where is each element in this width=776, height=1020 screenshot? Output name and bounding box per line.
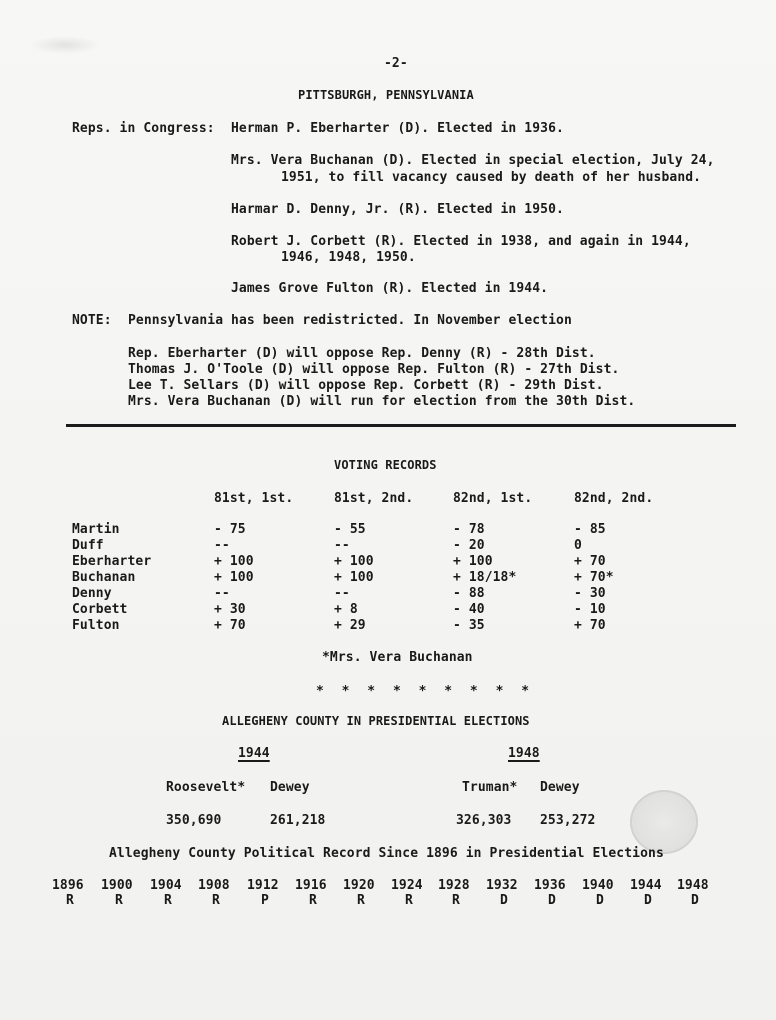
candidate-label: Dewey: [270, 780, 310, 795]
record-title: Allegheny County Political Record Since 1896 in Presidential Elections: [109, 846, 664, 861]
table-cell: + 70: [574, 554, 606, 569]
candidate-label: Roosevelt*: [166, 780, 246, 795]
paper-smudge: [30, 36, 100, 54]
table-cell: + 29: [334, 618, 366, 633]
table-row-name: Buchanan: [72, 570, 136, 585]
record-year: 1916: [295, 878, 327, 893]
table-row-name: Denny: [72, 586, 112, 601]
table-row-name: Corbett: [72, 602, 128, 617]
vote-count: 326,303: [456, 813, 512, 828]
location-title: PITTSBURGH, PENNSYLVANIA: [298, 88, 474, 102]
note-line: Mrs. Vera Buchanan (D) will run for election from the 30th Dist.: [128, 394, 636, 409]
section-divider-line: [66, 424, 736, 427]
table-cell: + 18/18*: [453, 570, 517, 585]
table-row-name: Martin: [72, 522, 120, 537]
record-year: 1920: [343, 878, 375, 893]
record-result: D: [644, 893, 652, 908]
table-cell: + 100: [334, 554, 374, 569]
candidate-label: Truman*: [462, 780, 518, 795]
voting-footnote: *Mrs. Vera Buchanan: [322, 650, 473, 665]
record-year: 1896: [52, 878, 84, 893]
table-cell: --: [214, 538, 230, 553]
year-1944: 1944: [238, 746, 270, 761]
table-cell: - 10: [574, 602, 606, 617]
vote-count: 253,272: [540, 813, 596, 828]
record-result: R: [66, 893, 74, 908]
record-result: P: [261, 893, 269, 908]
record-year: 1908: [198, 878, 230, 893]
record-result: D: [596, 893, 604, 908]
table-cell: + 100: [214, 570, 254, 585]
archive-stamp-icon: [630, 790, 698, 854]
record-year: 1948: [677, 878, 709, 893]
table-cell: + 70: [574, 618, 606, 633]
rep-line-cont: 1946, 1948, 1950.: [281, 250, 416, 265]
record-result: R: [164, 893, 172, 908]
record-result: D: [691, 893, 699, 908]
record-result: R: [115, 893, 123, 908]
reps-label: Reps. in Congress:: [72, 121, 215, 136]
table-cell: + 70*: [574, 570, 614, 585]
table-cell: - 20: [453, 538, 485, 553]
table-cell: --: [214, 586, 230, 601]
rep-line-cont: 1951, to fill vacancy caused by death of her husband.: [281, 170, 702, 185]
voting-records-title: VOTING RECORDS: [334, 458, 437, 472]
table-row-name: Eberharter: [72, 554, 152, 569]
record-year: 1912: [247, 878, 279, 893]
note-label: NOTE:: [72, 313, 112, 328]
record-year: 1924: [391, 878, 423, 893]
record-year: 1932: [486, 878, 518, 893]
table-cell: - 88: [453, 586, 485, 601]
page-number: -2-: [384, 56, 408, 71]
candidate-label: Dewey: [540, 780, 580, 795]
allegheny-title: ALLEGHENY COUNTY IN PRESIDENTIAL ELECTIONS: [222, 714, 530, 728]
record-year: 1940: [582, 878, 614, 893]
divider-stars: * * * * * * * * *: [316, 684, 535, 699]
table-header: 82nd, 1st.: [453, 491, 533, 506]
record-year: 1936: [534, 878, 566, 893]
record-result: D: [500, 893, 508, 908]
record-year: 1900: [101, 878, 133, 893]
record-result: R: [212, 893, 220, 908]
table-cell: + 30: [214, 602, 246, 617]
note-text: Pennsylvania has been redistricted. In November election: [128, 313, 572, 328]
record-year: 1928: [438, 878, 470, 893]
record-result: R: [452, 893, 460, 908]
note-line: Rep. Eberharter (D) will oppose Rep. Denny (R) - 28th Dist.: [128, 346, 596, 361]
table-cell: --: [334, 538, 350, 553]
table-header: 81st, 2nd.: [334, 491, 414, 506]
table-cell: - 35: [453, 618, 485, 633]
table-cell: + 100: [334, 570, 374, 585]
year-1948: 1948: [508, 746, 540, 761]
table-cell: - 75: [214, 522, 246, 537]
note-line: Lee T. Sellars (D) will oppose Rep. Corbett (R) - 29th Dist.: [128, 378, 604, 393]
rep-line: James Grove Fulton (R). Elected in 1944.: [231, 281, 549, 296]
record-year: 1904: [150, 878, 182, 893]
table-cell: + 8: [334, 602, 358, 617]
table-cell: - 30: [574, 586, 606, 601]
record-result: R: [357, 893, 365, 908]
vote-count: 261,218: [270, 813, 326, 828]
rep-line: Harmar D. Denny, Jr. (R). Elected in 1950.: [231, 202, 564, 217]
table-header: 81st, 1st.: [214, 491, 294, 506]
table-cell: - 40: [453, 602, 485, 617]
table-cell: --: [334, 586, 350, 601]
table-row-name: Duff: [72, 538, 104, 553]
table-cell: - 78: [453, 522, 485, 537]
rep-line: Mrs. Vera Buchanan (D). Elected in special election, July 24,: [231, 153, 715, 168]
table-cell: 0: [574, 538, 582, 553]
record-result: R: [309, 893, 317, 908]
vote-count: 350,690: [166, 813, 222, 828]
table-cell: + 100: [453, 554, 493, 569]
table-cell: - 55: [334, 522, 366, 537]
record-result: D: [548, 893, 556, 908]
note-line: Thomas J. O'Toole (D) will oppose Rep. Fulton (R) - 27th Dist.: [128, 362, 620, 377]
rep-line: Herman P. Eberharter (D). Elected in 1936.: [231, 121, 564, 136]
table-cell: - 85: [574, 522, 606, 537]
table-header: 82nd, 2nd.: [574, 491, 654, 506]
record-year: 1944: [630, 878, 662, 893]
table-row-name: Fulton: [72, 618, 120, 633]
table-cell: + 70: [214, 618, 246, 633]
rep-line: Robert J. Corbett (R). Elected in 1938, and again in 1944,: [231, 234, 691, 249]
table-cell: + 100: [214, 554, 254, 569]
record-result: R: [405, 893, 413, 908]
